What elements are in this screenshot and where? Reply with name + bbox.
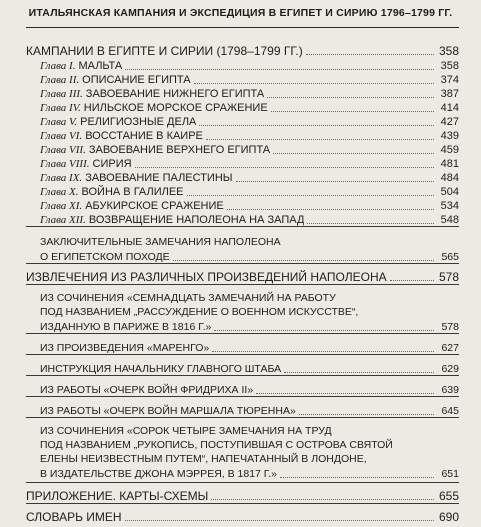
chapter-title: РЕЛИГИОЗНЫЕ ДЕЛА <box>80 116 197 128</box>
leader-dots <box>306 40 434 55</box>
leader-dots <box>187 181 434 196</box>
toc-entry-line[interactable] <box>40 379 459 397</box>
toc-entry-title: ИЗВЛЕЧЕНИЯ ИЗ РАЗЛИЧНЫХ ПРОИЗВЕДЕНИЙ НАПОЛЕОНА <box>26 270 387 284</box>
section-divider <box>26 226 459 227</box>
leader-dots <box>271 97 434 112</box>
toc-page-number: 358 <box>438 44 459 58</box>
toc-page-number: 655 <box>438 489 459 503</box>
chapter-number: Глава I. <box>40 60 76 72</box>
chapter-title: ВОЗВРАЩЕНИЕ НАПОЛЕОНА НА ЗАПАД <box>88 214 305 226</box>
leader-dots <box>280 463 434 478</box>
chapter-title: ЗАВОЕВАНИЕ ВЕРХНЕГО ЕГИПТА <box>88 144 271 156</box>
section-divider <box>26 396 459 397</box>
toc-page-number: 484 <box>440 172 459 184</box>
chapter-number: Глава X. <box>40 186 79 198</box>
toc-page-number: 548 <box>440 214 459 226</box>
chapter-title: ЗАВОЕВАНИЕ НИЖНЕГО ЕГИПТА <box>85 88 265 100</box>
section-divider <box>26 375 459 376</box>
leader-dots <box>236 167 434 182</box>
chapter-number: Глава III. <box>40 88 83 100</box>
running-header: ИТАЛЬЯНСКАЯ КАМПАНИЯ И ЭКСПЕДИЦИЯ В ЕГИПЕТ И СИРИЮ 1796–1799 ГГ. <box>28 7 453 19</box>
leader-dots <box>299 400 434 415</box>
toc-page-number: 627 <box>441 342 459 354</box>
leader-dots <box>135 153 434 168</box>
leader-dots <box>194 69 434 84</box>
toc-entry-title: О ЕГИПЕТСКОМ ПОХОДЕ <box>40 251 170 263</box>
toc-entry-line[interactable] <box>40 316 459 334</box>
toc-page-number: 504 <box>440 186 459 198</box>
toc-page-number: 629 <box>441 363 459 375</box>
section-divider <box>26 263 459 264</box>
toc-entry-title: ПРИЛОЖЕНИЕ. КАРТЫ-СХЕМЫ <box>26 489 209 503</box>
chapter-title: СИРИЯ <box>92 158 132 170</box>
toc-page-number: 578 <box>438 270 459 284</box>
toc-page-number: 578 <box>441 321 459 333</box>
toc-page-number: 690 <box>438 510 459 524</box>
toc-entry-line[interactable] <box>40 400 459 418</box>
chapter-title: ЗАВОЕВАНИЕ ПАЛЕСТИНЫ <box>85 172 233 184</box>
chapter-number: Глава V. <box>40 116 78 128</box>
chapter-number: Глава IX. <box>40 172 83 184</box>
toc-entry-title: ИЗ СОЧИНЕНИЯ «СОРОК ЧЕТЫРЕ ЗАМЕЧАНИЯ НА ТРУД <box>40 425 332 437</box>
toc-page-number: 459 <box>440 144 459 156</box>
toc-entry-title: ИЗ СОЧИНЕНИЯ «СЕМНАДЦАТЬ ЗАМЕЧАНИЙ НА РАБОТУ <box>40 292 336 304</box>
toc-entry-title: СЛОВАРЬ ИМЕН <box>26 510 122 524</box>
section-divider <box>26 482 459 483</box>
toc-page-number: 387 <box>440 88 459 100</box>
toc-entry-title: ПОД НАЗВАНИЕМ „РУКОПИСЬ, ПОСТУПИВШАЯ С ОСТРОВА СВЯТОЙ <box>40 439 393 451</box>
toc-entry-line[interactable] <box>40 358 459 376</box>
toc-entry-title: ЗАКЛЮЧИТЕЛЬНЫЕ ЗАМЕЧАНИЯ НАПОЛЕОНА <box>40 236 281 248</box>
toc-page-number: 414 <box>440 102 459 114</box>
toc-entry-title: ПОД НАЗВАНИЕМ „РАССУЖДЕНИЕ О ВОЕННОМ ИСКУССТВЕ“, <box>40 306 359 318</box>
leader-dots <box>227 195 434 210</box>
toc-page-number: 651 <box>441 468 459 480</box>
toc-page-number: 534 <box>440 200 459 212</box>
toc-entry-title: ИЗ РАБОТЫ «ОЧЕРК ВОЙН ФРИДРИХА II» <box>40 384 254 396</box>
toc-entry-title: ИЗДАННУЮ В ПАРИЖЕ В 1816 Г.» <box>40 321 212 333</box>
toc-page-number: 374 <box>440 74 459 86</box>
section-divider <box>26 284 459 285</box>
toc-entry-title: КАМПАНИИ В ЕГИПТЕ И СИРИИ (1798–1799 ГГ.) <box>26 44 303 58</box>
section-divider <box>26 333 459 334</box>
leader-dots <box>307 209 434 224</box>
leader-dots <box>212 337 434 352</box>
chapter-number: Глава VIII. <box>40 158 90 170</box>
leader-dots <box>273 139 434 154</box>
toc-page-number: 481 <box>440 158 459 170</box>
toc-entry-line[interactable] <box>40 463 459 481</box>
chapter-number: Глава XI. <box>40 200 83 212</box>
toc-page-number: 565 <box>441 251 459 263</box>
chapter-title: НИЛЬСКОЕ МОРСКОЕ СРАЖЕНИЕ <box>83 102 268 114</box>
chapter-title: ВОЙНА В ГАЛИЛЕЕ <box>81 186 184 198</box>
leader-dots <box>214 316 434 331</box>
toc-entry-section[interactable] <box>26 266 459 284</box>
toc-entry-chapter[interactable] <box>40 209 459 227</box>
toc-entry-line[interactable] <box>40 246 459 264</box>
toc-entry-title: ЕЛЕНЫ НЕИЗВЕСТНЫМ ПУТЕМ“, НАПЕЧАТАННЫЙ В ЛОНДОНЕ, <box>40 453 367 465</box>
leader-dots <box>199 111 434 126</box>
chapter-number: Глава VII. <box>40 144 86 156</box>
chapter-title: ВОССТАНИЕ В КАИРЕ <box>85 130 203 142</box>
toc-entry-title: ИЗ ПРОИЗВЕДЕНИЯ «МАРЕНГО» <box>40 342 210 354</box>
section-divider <box>26 417 459 418</box>
toc-page-number: 645 <box>441 405 459 417</box>
toc-entry-title: ИЗ РАБОТЫ «ОЧЕРК ВОЙН МАРШАЛА ТЮРЕННА» <box>40 405 296 417</box>
chapter-number: Глава XII. <box>40 214 86 226</box>
header-rule <box>26 27 459 28</box>
toc-entry-section[interactable] <box>26 506 459 524</box>
toc-page-number: 358 <box>440 60 459 72</box>
leader-dots <box>211 485 434 500</box>
leader-dots <box>284 358 434 373</box>
leader-dots <box>256 379 434 394</box>
chapter-title: МАЛЬТА <box>78 60 123 72</box>
chapter-number: Глава VI. <box>40 130 83 142</box>
toc-entry-title: В ИЗДАТЕЛЬСТВЕ ДЖОНА МЭРРЕЯ, В 1817 Г.» <box>40 468 277 480</box>
section-divider <box>26 503 459 504</box>
leader-dots <box>267 83 434 98</box>
leader-dots <box>206 125 434 140</box>
section-divider <box>26 354 459 355</box>
toc-page-number: 439 <box>440 130 459 142</box>
toc-page-number: 639 <box>441 384 459 396</box>
toc-entry-line[interactable] <box>40 337 459 355</box>
toc-entry-section[interactable] <box>26 485 459 503</box>
chapter-title: АБУКИРСКОЕ СРАЖЕНИЕ <box>85 200 224 212</box>
leader-dots <box>390 266 434 281</box>
toc-page-number: 427 <box>440 116 459 128</box>
chapter-number: Глава IV. <box>40 102 81 114</box>
leader-dots <box>125 55 434 70</box>
chapter-number: Глава II. <box>40 74 80 86</box>
leader-dots <box>125 506 434 521</box>
toc-entry-title: ИНСТРУКЦИЯ НАЧАЛЬНИКУ ГЛАВНОГО ШТАБА <box>40 363 282 375</box>
leader-dots <box>173 246 434 261</box>
chapter-title: ОПИСАНИЕ ЕГИПТА <box>82 74 191 86</box>
